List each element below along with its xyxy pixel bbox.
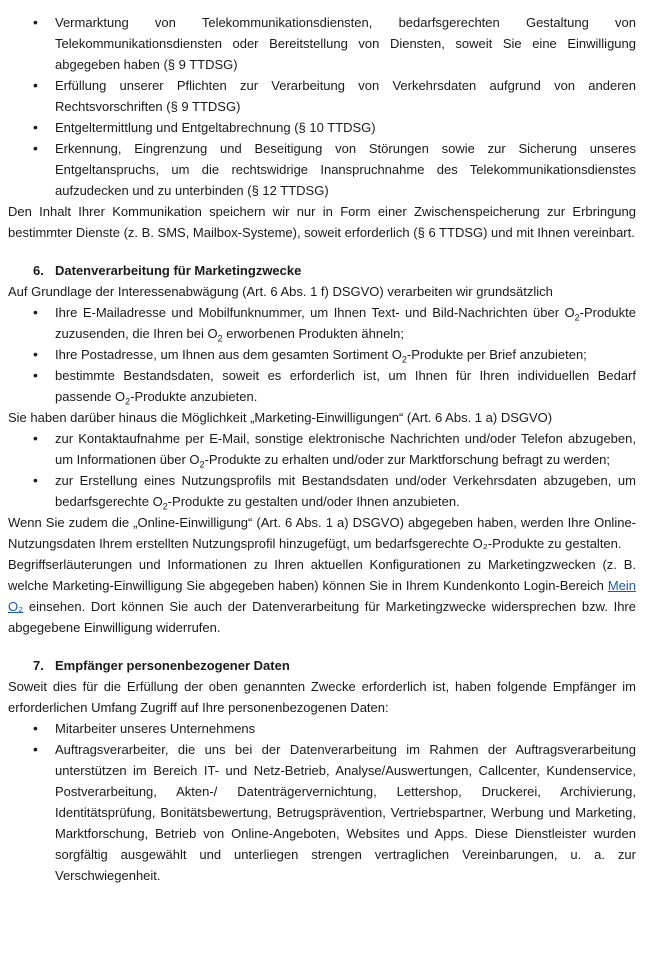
list-item: • zur Kontaktaufnahme per E-Mail, sonstige elektronische Nachrichten und/oder Telefon abzugeben, um Informationen über $O_2$-Produkte zu erhalten und/oder zur Marktforschung befragt zu werden; <box>8 428 636 470</box>
section-7-intro: Soweit dies für die Erfüllung der oben genannten Zwecke erforderlich ist, haben folgende Empfänger im erforderlichen Umfang Zugriff auf Ihre personenbezogenen Daten: <box>8 679 636 715</box>
list-item: • Ihre E-Mailadresse und Mobilfunknummer, um Ihnen Text- und Bild-Nachrichten über $O_2$-Produkte zuzusenden, die Ihren bei $O_2$ erworbenen Produkten ähneln; <box>8 302 636 344</box>
recipients-list <box>8 718 636 886</box>
list-item: • Erkennung, Eingrenzung und Beseitigung von Störungen sowie zur Sicherung unseres Entgeltanspruchs, um die rechtswidrige Inanspruchnahme des Telekommunikationsdienstes aufzudecken und zu unterbinden (§ 12 TTDSG) <box>8 138 636 201</box>
consent-list <box>8 428 636 512</box>
list-item: • Ihre Postadresse, um Ihnen aus dem gesamten Sortiment $O_2$-Produkte per Brief anzubieten; <box>8 344 636 365</box>
marketing-basis-list <box>8 302 636 407</box>
mein-o2-link[interactable]: Mein O₂ <box>8 578 636 614</box>
section-6-heading <box>8 260 636 281</box>
purpose-list <box>8 12 636 201</box>
definitions-paragraph: Begriffserläuterungen und Informationen zu Ihren aktuellen Konfigurationen zu Marketingzwecken (z. B. welche Marketing-Einwilligung Sie abgegeben haben) können Sie in Ihrem Kundenkonto Login-Bereich Mein O₂ einsehen. Dort können Sie auch der Datenverarbeitung für Marketingzwecke widersprechen bzw. Ihre abgegebene Einwilligung widerrufen. <box>8 557 636 635</box>
list-item: • zur Erstellung eines Nutzungsprofils mit Bestandsdaten und/oder Verkehrsdaten abzugeben, um bedarfsgerechte $O_2$-Produkte zu gestalten und/oder Ihnen anzubieten. <box>8 470 636 512</box>
list-item: • Auftragsverarbeiter, die uns bei der Datenverarbeitung im Rahmen der Auftragsverarbeitung unterstützen im Bereich IT- und Netz-Betrieb, Analyse/Auswertungen, Callcenter, Kundenservice, Postverarbeitung, Akten-/ Datenträgervernichtung, Lettershop, Druckerei, Archivierung, Identitätsprüfung, Bonitätsbewertung, Betrugsprävention, Vertriebspartner, Werbung und Marketing, Marktforschung, Betrieb von Online-Angeboten, Websites und Apps. Diese Dienstleister wurden sorgfältig ausgewählt und unterliegen strengen vertraglichen Vereinbarungen, u. a. zur Verschwiegenheit. <box>8 739 636 886</box>
section-title: Datenverarbeitung für Marketingzwecke <box>55 263 302 278</box>
list-item: • bestimmte Bestandsdaten, soweit es erforderlich ist, um Ihnen für Ihren individuellen Bedarf passende $O_2$-Produkte anzubieten. <box>8 365 636 407</box>
section-number: 6. <box>33 263 44 278</box>
section-number: 7. <box>33 658 44 673</box>
online-consent-paragraph: Wenn Sie zudem die „Online-Einwilligung“ (Art. 6 Abs. 1 a) DSGVO) abgegeben haben, werden Ihre Online-Nutzungsdaten Ihrem erstellten Nutzungsprofil hinzugefügt, um bedarfsgerechte O₂-Produkte zu gestalten. <box>8 515 636 551</box>
communication-content-paragraph: Den Inhalt Ihrer Kommunikation speichern wir nur in Form einer Zwischenspeicherung zur Erbringung bestimmter Dienste (z. B. SMS, Mailbox-Systeme), soweit erforderlich (§ 6 TTDSG) und mit Ihnen vereinbart. <box>8 204 636 240</box>
section-6-intro: Auf Grundlage der Interessenabwägung (Art. 6 Abs. 1 f) DSGVO) verarbeiten wir grundsätzlich <box>8 284 553 299</box>
section-7-heading <box>8 655 636 676</box>
list-item: • Vermarktung von Telekommunikationsdiensten, bedarfsgerechten Gestaltung von Telekommunikationsdiensten oder Bereitstellung von Diensten, soweit Sie eine Einwilligung abgegeben haben (§ 9 TTDSG) <box>8 12 636 75</box>
list-item: • Erfüllung unserer Pflichten zur Verarbeitung von Verkehrsdaten aufgrund von anderen Rechtsvorschriften (§ 9 TTDSG) <box>8 75 636 117</box>
list-item: • Entgeltermittlung und Entgeltabrechnung (§ 10 TTDSG) <box>8 117 636 138</box>
consent-intro: Sie haben darüber hinaus die Möglichkeit „Marketing-Einwilligungen“ (Art. 6 Abs. 1 a) DSGVO) <box>8 410 553 425</box>
section-title: Empfänger personenbezogener Daten <box>55 658 290 673</box>
list-item: • Mitarbeiter unseres Unternehmens <box>8 718 636 739</box>
